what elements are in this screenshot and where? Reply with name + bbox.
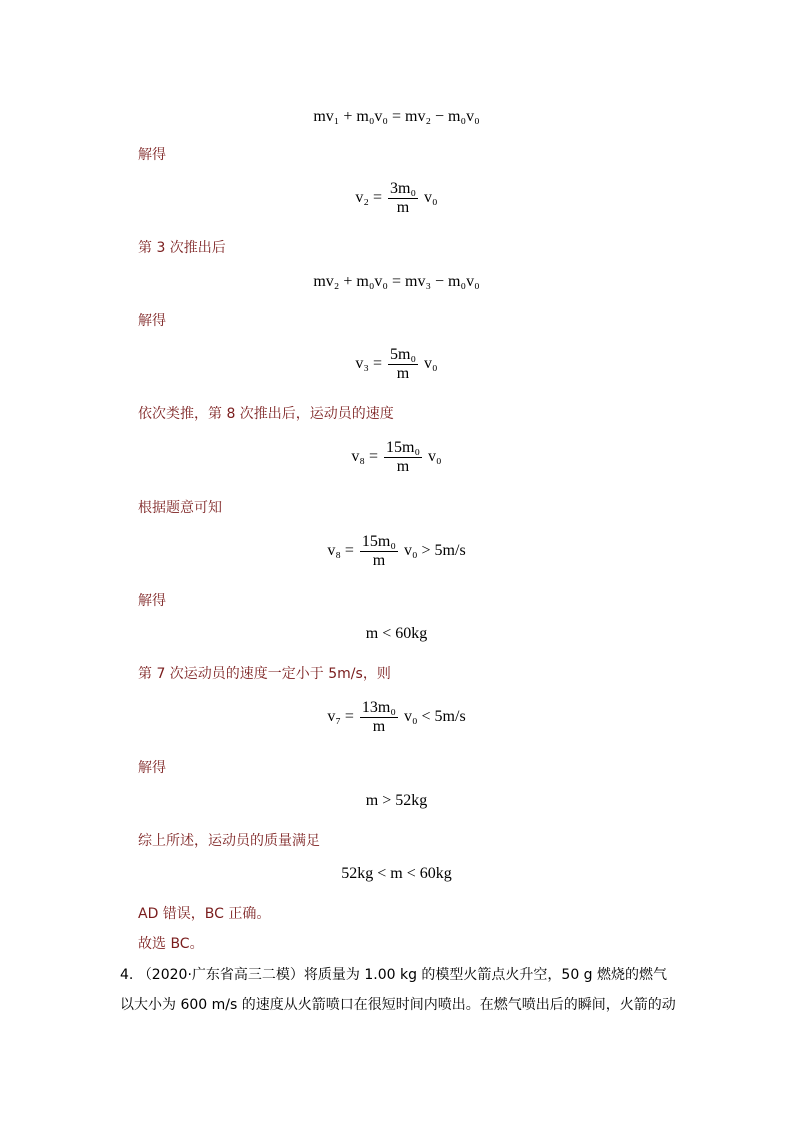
equation-momentum-2: mv₁ + m₀v₀ = mv₂ − m₀v₀: [313, 108, 480, 125]
text-ad-wrong: AD 错误，BC 正确。: [138, 906, 271, 922]
equation-v8: v₈ = $\frac{\text{15m₀}}{m}$ v₀: [351, 439, 442, 475]
question-4: [120, 960, 680, 1020]
text-eighth: 依次类推，第 8 次推出后，运动员的速度: [138, 406, 394, 422]
equation-m-greater: m > 52kg: [365, 792, 428, 809]
text-jiede-4: 解得: [138, 760, 166, 776]
text-choose: 故选 BC。: [138, 936, 204, 952]
equation-v2: v₂ = $\frac{\text{3m₀}}{m}$ v₀: [355, 180, 438, 216]
text-third-push: 第 3 次推出后: [138, 240, 226, 256]
text-seventh: 第 7 次运动员的速度一定小于 5m/s，则: [138, 666, 391, 682]
equation-v8-inequality: v₈ = $\frac{\text{15m₀}}{m}$ v₀ > 5m/s: [327, 533, 466, 569]
text-jiede-2: 解得: [138, 313, 166, 329]
text-summary: 综上所述，运动员的质量满足: [138, 833, 320, 849]
equation-m-less: m < 60kg: [365, 625, 428, 642]
text-jiede-1: 解得: [138, 147, 166, 163]
equation-momentum-3: mv₂ + m₀v₀ = mv₃ − m₀v₀: [313, 273, 480, 290]
text-jiede-3: 解得: [138, 593, 166, 609]
equation-v7-inequality: v₇ = $\frac{\text{13m₀}}{m}$ v₀ < 5m/s: [327, 699, 466, 735]
question-number: 4.: [120, 967, 134, 983]
equation-mass-range: 52kg < m < 60kg: [341, 865, 452, 882]
equation-v3: v₃ = $\frac{\text{5m₀}}{m}$ v₀: [355, 346, 438, 382]
text-by-meaning: 根据题意可知: [138, 500, 222, 516]
question-text: （2020·广东省高三二模）将质量为 1.00 kg 的模型火箭点火升空，50 g 燃烧的燃气以大小为 600 m/s 的速度从火箭喷口在很短时间内喷出。在燃气喷出后的瞬间，火箭的动: [120, 967, 676, 1013]
